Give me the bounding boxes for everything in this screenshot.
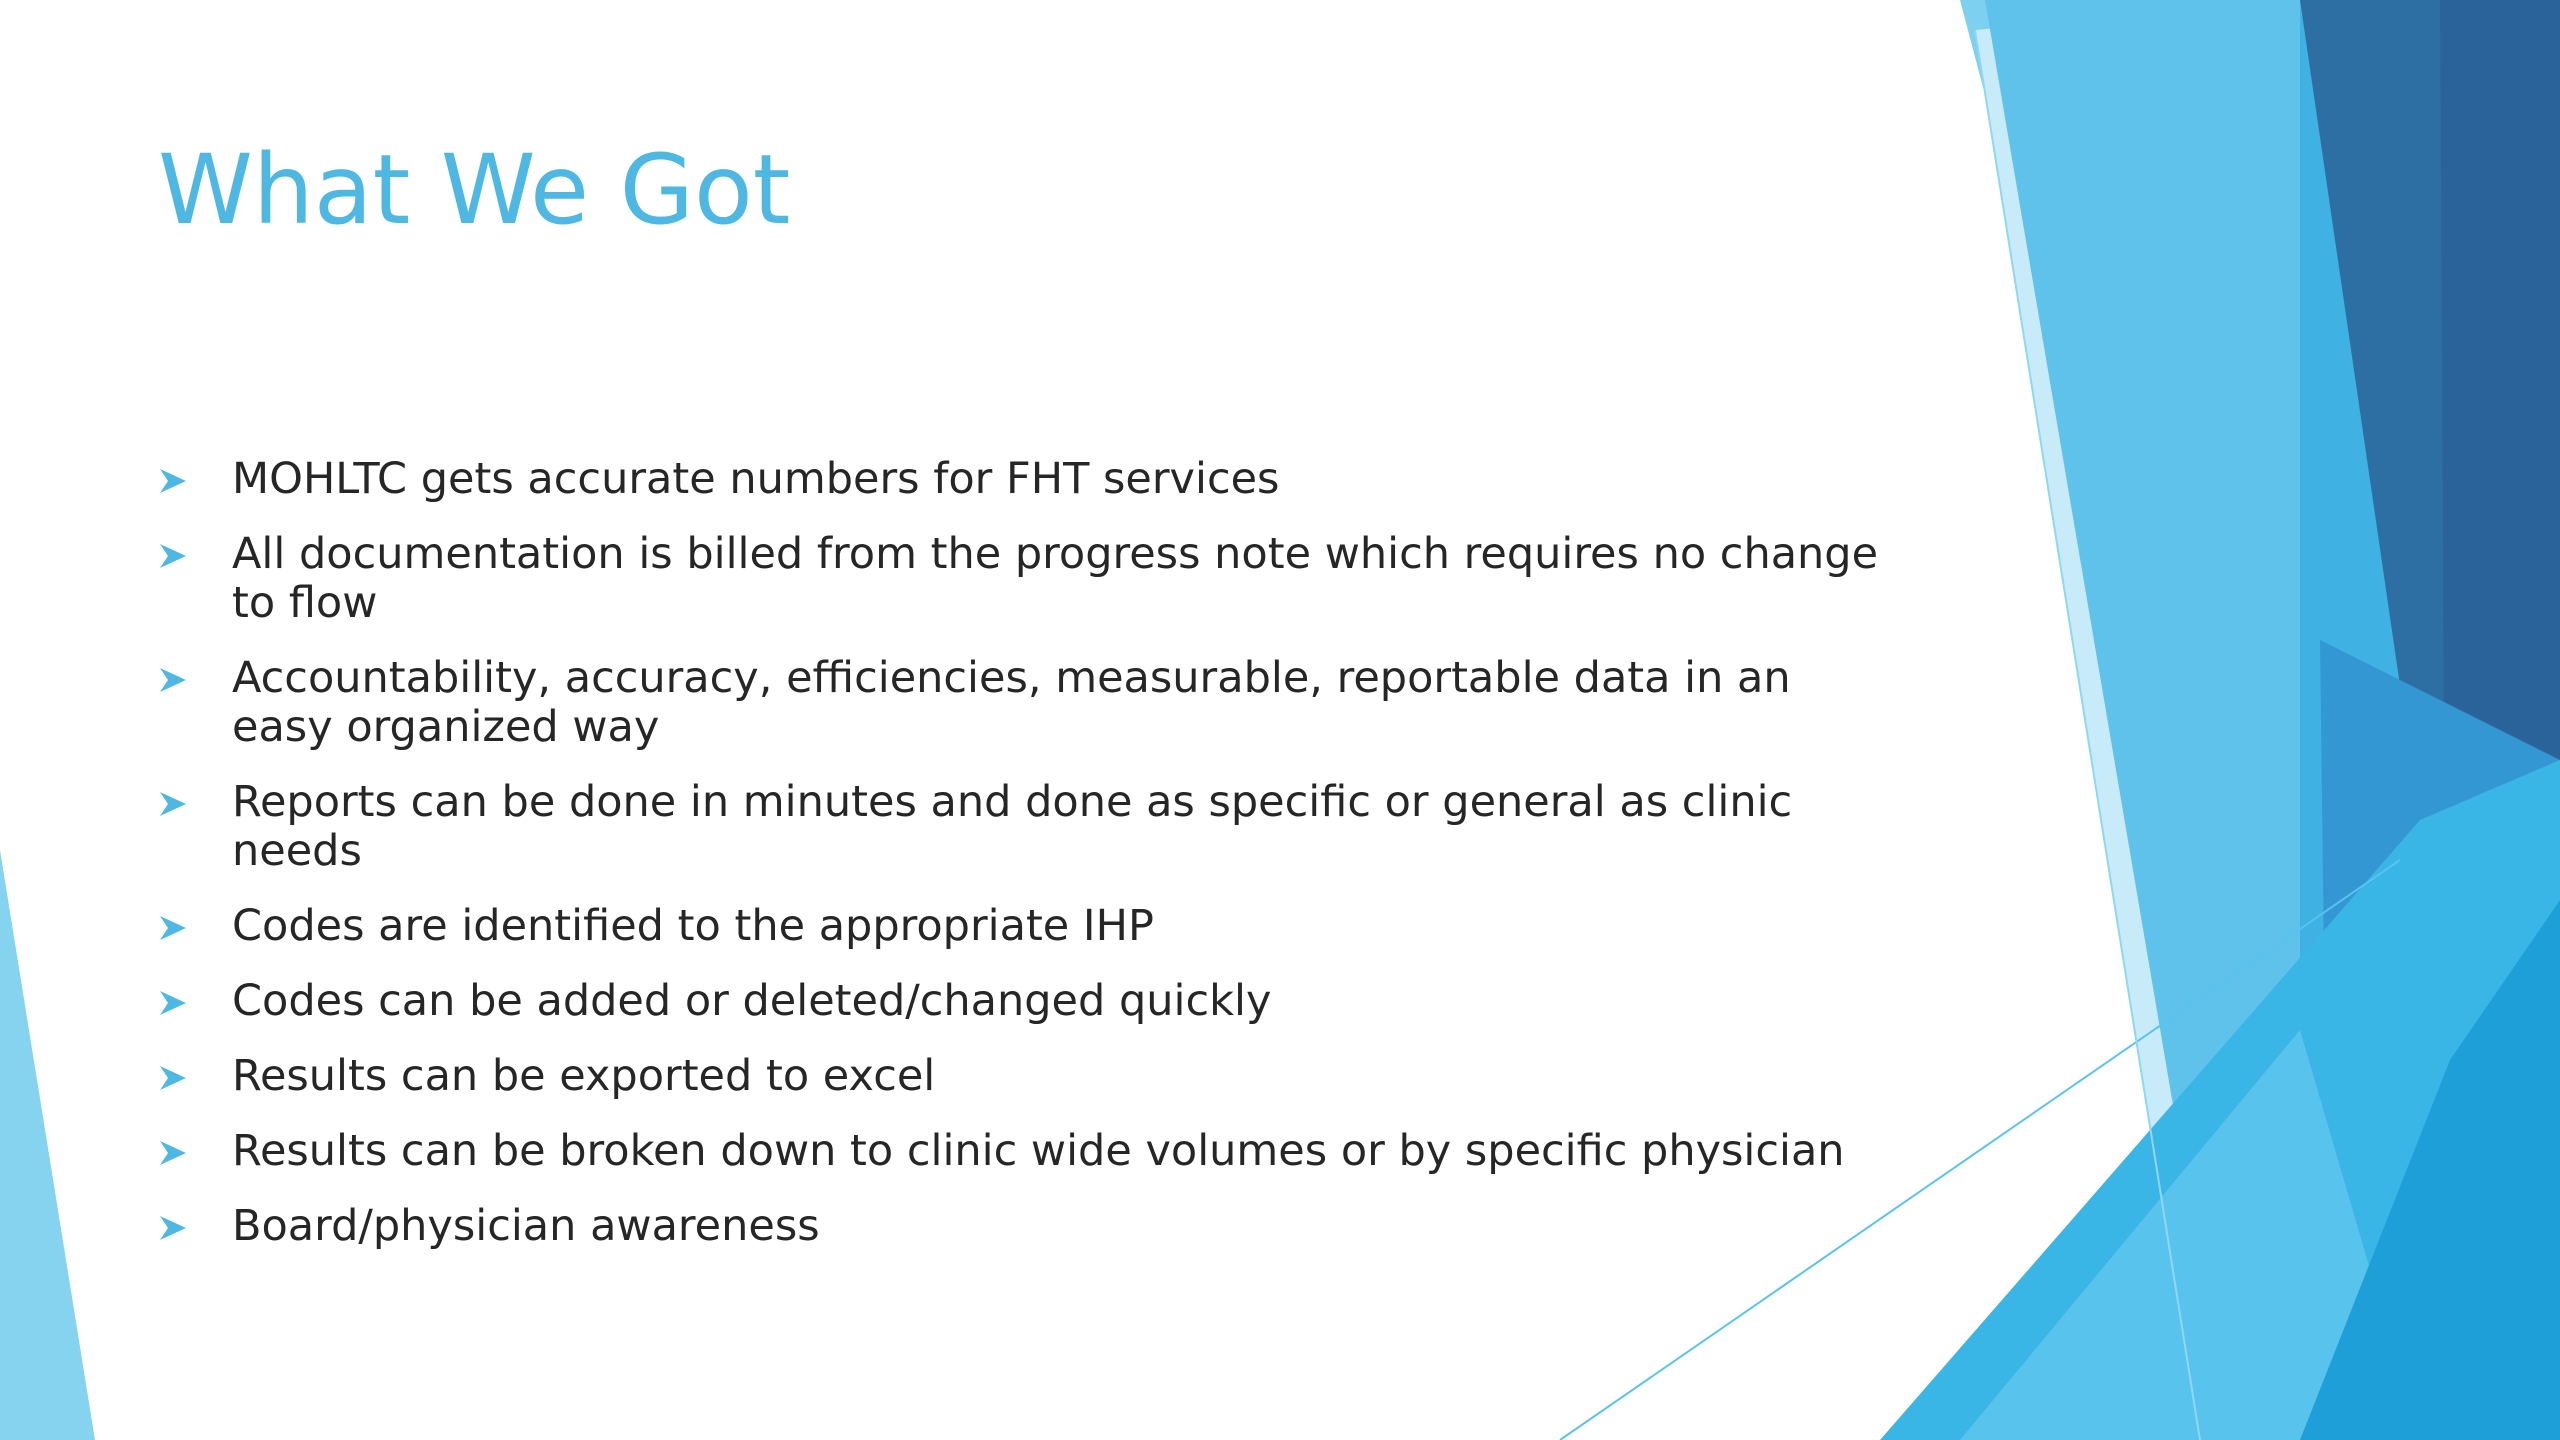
left-facet [0, 850, 95, 1440]
bullet-text: MOHLTC gets accurate numbers for FHT services [232, 454, 1280, 504]
arrowhead-bullet-icon [160, 1066, 186, 1090]
bullet-list [160, 455, 1880, 1277]
arrowhead-bullet-icon [160, 469, 186, 493]
bullet-item [160, 1127, 1880, 1176]
arrowhead-bullet-icon [160, 991, 186, 1015]
arrowhead-bullet-icon [160, 792, 186, 816]
bullet-text: Reports can be done in minutes and done as specific or general as clinic needs [232, 777, 1793, 876]
bullet-item [160, 977, 1880, 1026]
bullet-text: Accountability, accuracy, efficiencies, measurable, reportable data in an easy organized way [232, 653, 1791, 752]
bullet-item [160, 902, 1880, 951]
bullet-text: Codes can be added or deleted/changed quickly [232, 976, 1272, 1026]
slide-title: What We Got [158, 134, 791, 246]
arrowhead-bullet-icon [160, 1216, 186, 1240]
arrowhead-bullet-icon [160, 916, 186, 940]
bullet-item [160, 778, 1880, 876]
bullet-item [160, 654, 1880, 752]
bullet-text: Codes are identified to the appropriate IHP [232, 901, 1154, 951]
bullet-text: Board/physician awareness [232, 1201, 820, 1251]
bullet-item [160, 530, 1880, 628]
bullet-text: Results can be exported to excel [232, 1051, 936, 1101]
bullet-text: Results can be broken down to clinic wide volumes or by specific physician [232, 1126, 1845, 1176]
arrowhead-bullet-icon [160, 1141, 186, 1165]
bullet-text: All documentation is billed from the progress note which requires no change to flow [232, 529, 1879, 628]
arrowhead-bullet-icon [160, 668, 186, 692]
bullet-item [160, 1202, 1880, 1251]
arrowhead-bullet-icon [160, 544, 186, 568]
bullet-item [160, 455, 1880, 504]
bullet-item [160, 1052, 1880, 1101]
